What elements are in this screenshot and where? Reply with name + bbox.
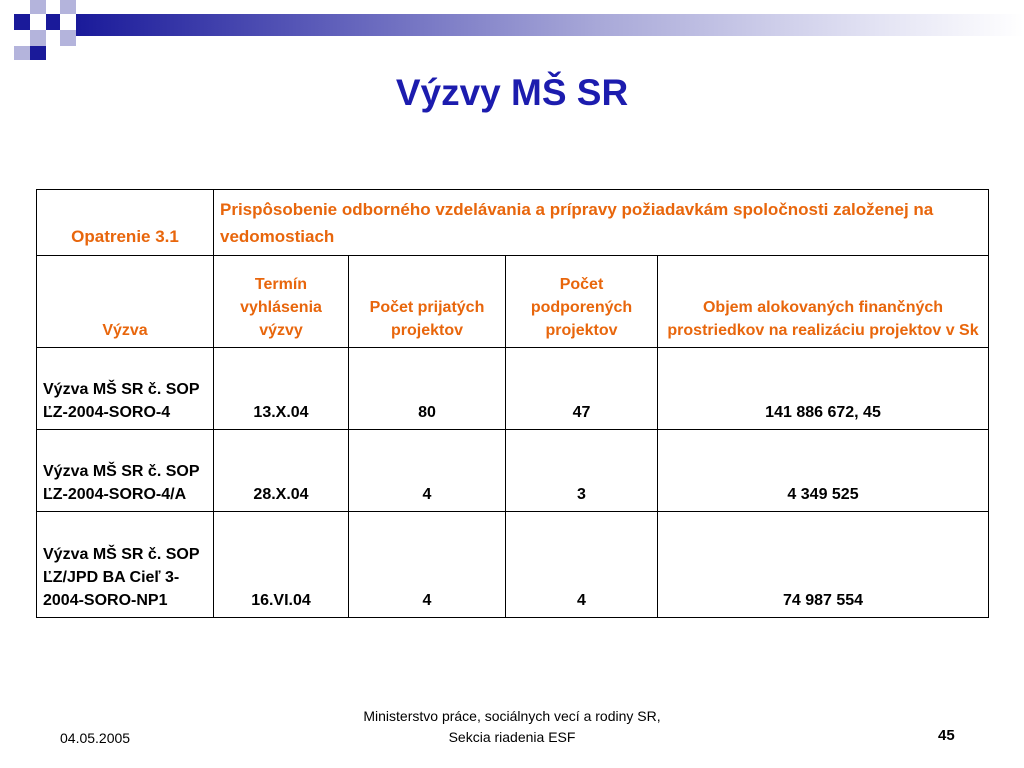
decor-square bbox=[30, 0, 46, 14]
allocated-amount: 74 987 554 bbox=[658, 512, 989, 618]
slide-title: Výzvy MŠ SR bbox=[395, 72, 629, 113]
supported-count: 4 bbox=[506, 512, 658, 618]
supported-count: 3 bbox=[506, 430, 658, 512]
call-date: 28.X.04 bbox=[214, 430, 349, 512]
calls-table bbox=[36, 189, 989, 618]
decor-square bbox=[14, 46, 30, 60]
decor-square bbox=[46, 14, 60, 30]
decor-gradient-bar bbox=[76, 14, 1024, 36]
header-row bbox=[37, 256, 989, 348]
allocated-amount: 4 349 525 bbox=[658, 430, 989, 512]
decor-square bbox=[60, 0, 76, 14]
decor-square bbox=[30, 46, 46, 60]
decor-square bbox=[30, 30, 46, 46]
call-date: 13.X.04 bbox=[214, 348, 349, 430]
header-allocated: Objem alokovaných finančných prostriedkov na realizáciu projektov v Sk bbox=[658, 256, 989, 348]
received-count: 80 bbox=[349, 348, 506, 430]
header-date: Termín vyhlásenia výzvy bbox=[214, 256, 349, 348]
supported-count: 47 bbox=[506, 348, 658, 430]
table-row bbox=[37, 512, 989, 618]
page-number: 45 bbox=[938, 727, 955, 744]
table-row bbox=[37, 348, 989, 430]
call-name: Výzva MŠ SR č. SOP ĽZ-2004-SORO-4 bbox=[37, 348, 214, 430]
footer-organization: Ministerstvo práce, sociálnych vecí a rodiny SR, Sekcia riadenia ESF bbox=[363, 708, 661, 745]
header-supported: Počet podporených projektov bbox=[506, 256, 658, 348]
decor-square bbox=[60, 30, 76, 46]
allocated-amount: 141 886 672, 45 bbox=[658, 348, 989, 430]
header-received: Počet prijatých projektov bbox=[349, 256, 506, 348]
received-count: 4 bbox=[349, 512, 506, 618]
call-name: Výzva MŠ SR č. SOP ĽZ/JPD BA Cieľ 3-2004-SORO-NP1 bbox=[37, 512, 214, 618]
call-date: 16.VI.04 bbox=[214, 512, 349, 618]
footer-date: 04.05.2005 bbox=[60, 730, 131, 746]
header-call: Výzva bbox=[37, 256, 214, 348]
decor-square bbox=[14, 14, 30, 30]
received-count: 4 bbox=[349, 430, 506, 512]
table-row bbox=[37, 430, 989, 512]
measure-description: Prispôsobenie odborného vzdelávania a prípravy požiadavkám spoločnosti založenej na vedomostiach bbox=[214, 190, 989, 256]
measure-label: Opatrenie 3.1 bbox=[37, 190, 214, 256]
measure-row bbox=[37, 190, 989, 256]
call-name: Výzva MŠ SR č. SOP ĽZ-2004-SORO-4/A bbox=[37, 430, 214, 512]
